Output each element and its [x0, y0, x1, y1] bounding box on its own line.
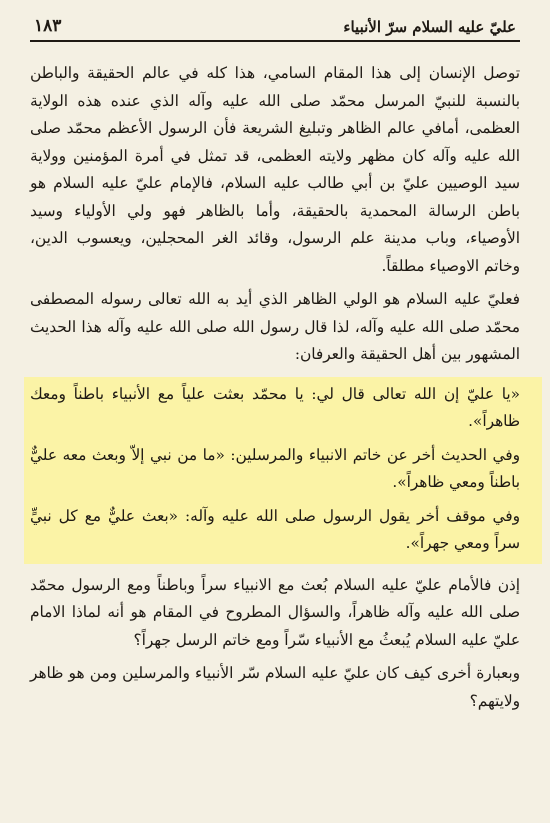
paragraph-2: فعليّ عليه السلام هو الولي الظاهر الذي أيد به الله تعالى رسوله المصطفى محمّد صلى الله عليه وآله، لذا قال رسول الله صلى الله عليه وآله هذا الحديث المشهور بين أهل الحقيقة والعرفان:: [30, 290, 520, 363]
page-number: ١٨٣: [34, 16, 62, 36]
highlighted-hadith-block: [24, 377, 542, 564]
page-header: [30, 16, 520, 42]
running-title: عليّ عليه السلام سرّ الأنبياء: [343, 18, 516, 36]
paragraph-3: إذن فالأمام عليّ عليه السلام بُعث مع الانبياء سراً وباطناً ومع الرسول محمّد صلى الله عليه وآله ظاهراً، والسؤال المطروح في المقام هو أنه لماذا الامام عليّ عليه السلام يُبعثُ مع الأنبياء سّراً ومع خاتم الرسل جهراً؟: [30, 575, 520, 649]
hadith-3: وفي موقف أخر يقول الرسول صلى الله عليه وآله: «بعث عليٌّ مع كل نبيٍّ سراً ومعي جهراً».: [30, 506, 520, 552]
paragraph-1: توصل الإنسان إلى هذا المقام السامي، هذا كله في عالم الحقيقة والباطن بالنسبة للنبيّ المرسل محمّد صلى الله عليه وآله الذي عنده هذه الولاية العظمى، أمافي عالم الظاهر وتبليغ الشريعة فأن الرسول الأعظم محمّد صلى الله عليه وآله كان مظهر ولايته العظمى، قد تمثل في أمرة المؤمنين وولاية سيد الوصيين عليّ بن أبي طالب عليه السلام، فالإمام عليّ عليه السلام هو باطن الرسالة المحمدية بالحقيقة، وأما بالظاهر فهو ولي الأولياء وسيد الأوصياء، وباب مدينة علم الرسول، وقائد الغر المحجلين، ويعسوب الدين، وخاتم الاوصياء مطلقاً.: [30, 64, 520, 275]
hadith-1: «يا عليّ إن الله تعالى قال لي: يا محمّد بعثت علياً مع الأنبياء باطناً ومعك ظاهراً».: [30, 384, 520, 430]
hadith-2: وفي الحديث أخر عن خاتم الانبياء والمرسلين: «ما من نبي إلاّ وبعث معه عليٌّ باطناً ومعي ظاهراً».: [30, 445, 520, 491]
paragraph-4: وبعبارة أخرى كيف كان عليّ عليه السلام سّر الأنبياء والمرسلين ومن هو ظاهر ولايتهم؟: [30, 664, 520, 710]
page-body: [30, 60, 520, 715]
